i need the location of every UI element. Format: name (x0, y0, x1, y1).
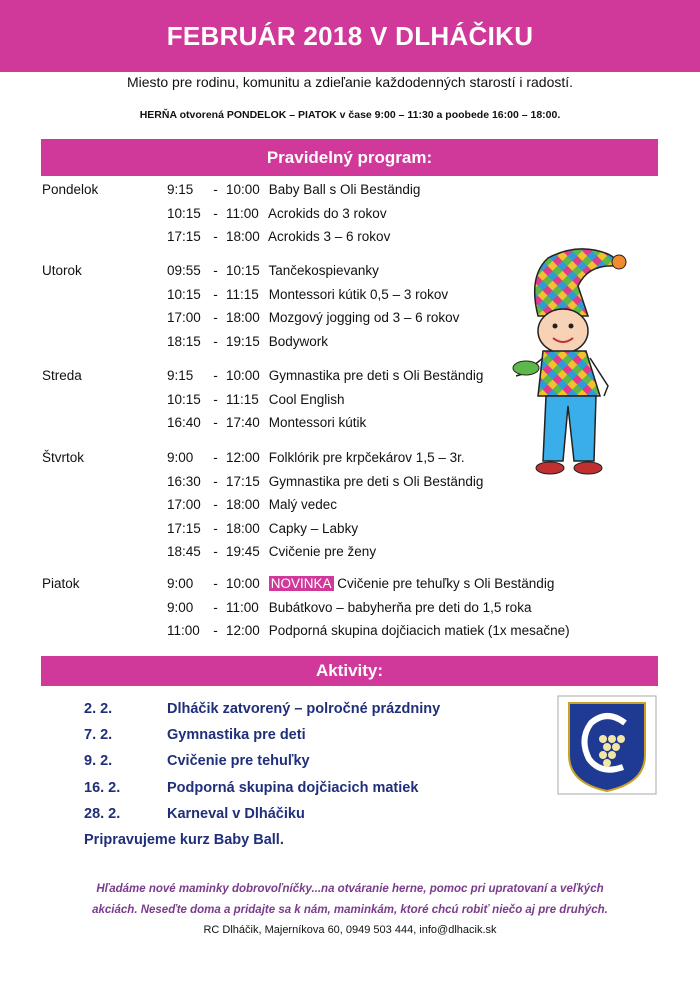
activity-date: 7. 2. (84, 727, 113, 744)
activity-name: Tančekospievanky (268, 263, 379, 278)
activity-name: Folklórik pre krpčekárov 1,5 – 3r. (268, 450, 465, 465)
activity-date: 2. 2. (84, 701, 113, 717)
start-time: 9:15 (167, 368, 194, 383)
start-time: 17:15 (167, 229, 201, 245)
day-label: Štvrtok (42, 450, 85, 465)
volunteer-line-2: akciách. Neseďte doma a pridajte sa k nám, maminkám, ktoré chcú robiť niečo aj pre druhých. (92, 904, 608, 916)
activity-date: 28. 2. (84, 805, 121, 822)
schedule-row: 9:00 - 10:00 NOVINKA Cvičenie pre tehuľky s Oli Beständig (167, 576, 555, 591)
end-time: 10:00 (226, 182, 260, 197)
end-time: 12:00 (226, 623, 260, 639)
end-time: 18:00 (226, 497, 260, 513)
schedule-row: 17:15 - 18:00 Acrokids 3 – 6 rokov (167, 229, 391, 245)
day-label: Streda (42, 368, 82, 383)
volunteer-line-1: Hľadáme nové maminky dobrovoľníčky...na otváranie herne, pomoc pri upratovaní a veľkých (96, 883, 604, 895)
end-time: 18:00 (226, 520, 260, 536)
schedule-row: 10:15 - 11:15 Cool English (167, 391, 345, 407)
schedule-row: 17:00 - 18:00 Mozgový jogging od 3 – 6 rokov (167, 310, 460, 326)
activity-title: Cvičenie pre tehuľky (167, 753, 310, 770)
jester-illustration (508, 246, 634, 484)
activity-title: Podporná skupina dojčiacich matiek (167, 779, 419, 796)
end-time: 11:00 (226, 599, 259, 615)
schedule-row: 16:40 - 17:40 Montessori kútik (167, 415, 367, 431)
start-time: 18:45 (167, 544, 201, 560)
start-time: 10:15 (167, 286, 201, 302)
activity-title: Gymnastika pre deti (167, 727, 306, 744)
end-time: 18:00 (226, 229, 260, 245)
schedule-row: 17:15 - 18:00 Capky – Labky (167, 520, 359, 536)
activity-name: Montessori kútik 0,5 – 3 rokov (268, 286, 449, 302)
end-time: 18:00 (226, 310, 260, 326)
end-time: 17:15 (226, 473, 260, 489)
activity-name: Mozgový jogging od 3 – 6 rokov (268, 310, 460, 326)
start-time: 17:00 (167, 497, 201, 513)
end-time: 10:00 (226, 368, 260, 383)
activities-header: Aktivity: (41, 656, 658, 686)
activity-title: Karneval v Dlháčiku (167, 805, 305, 822)
activity-date: 16. 2. (84, 779, 121, 796)
activity-name: Cvičenie pre ženy (268, 544, 377, 560)
page-title: FEBRUÁR 2018 V DLHÁČIKU (0, 0, 700, 72)
end-time: 11:15 (226, 391, 259, 407)
activity-title: Dlháčik zatvorený – polročné prázdniny (167, 701, 441, 717)
end-time: 10:15 (226, 263, 260, 278)
end-time: 19:15 (226, 333, 260, 349)
activity-name: Baby Ball s Oli Beständig (268, 182, 421, 197)
end-time: 11:15 (226, 286, 259, 302)
start-time: 9:15 (167, 182, 194, 197)
activity-date: 9. 2. (84, 753, 113, 770)
start-time: 18:15 (167, 333, 201, 349)
start-time: 10:15 (167, 205, 201, 221)
schedule-row: 9:15 - 10:00 Gymnastika pre deti s Oli Beständig (167, 368, 484, 383)
end-time: 19:45 (226, 544, 260, 560)
end-time: 17:40 (226, 415, 260, 431)
end-time: 11:00 (226, 205, 259, 221)
end-time: 10:00 (226, 576, 260, 591)
schedule-row: 10:15 - 11:15 Montessori kútik 0,5 – 3 rokov (167, 286, 449, 302)
day-label: Pondelok (42, 182, 99, 197)
footer-contact: RC Dlháčik, Majerníkova 60, 0949 503 444, info@dlhacik.sk (203, 924, 497, 936)
start-time: 9:00 (167, 450, 194, 465)
schedule-row: 16:30 - 17:15 Gymnastika pre deti s Oli Beständig (167, 473, 484, 489)
start-time: 16:30 (167, 473, 201, 489)
day-label: Piatok (42, 576, 80, 591)
start-time: 10:15 (167, 391, 201, 407)
subtitle: Miesto pre rodinu, komunitu a zdieľanie každodenných starostí i radostí. (126, 74, 574, 90)
new-badge: NOVINKA (270, 576, 332, 591)
schedule-row: 18:15 - 19:15 Bodywork (167, 333, 329, 349)
start-time: 17:15 (167, 520, 201, 536)
schedule-row: 09:55 - 10:15 Tančekospievanky (167, 263, 379, 278)
schedule-row: 9:00 - 12:00 Folklórik pre krpčekárov 1,5 – 3r. (167, 450, 465, 465)
activity-name: Montessori kútik (268, 415, 367, 431)
activity-name: Podporná skupina dojčiacich matiek (1x mesačne) (268, 623, 570, 639)
start-time: 9:00 (167, 599, 194, 615)
activity-name: Bodywork (268, 333, 329, 349)
activity-name: Capky – Labky (268, 520, 359, 536)
activity-name: Gymnastika pre deti s Oli Beständig (268, 473, 484, 489)
town-crest (557, 695, 657, 795)
activity-name: Cool English (268, 391, 345, 407)
activities-note: Pripravujeme kurz Baby Ball. (84, 832, 284, 848)
activity-name: Cvičenie pre tehuľky s Oli Beständig (333, 576, 555, 591)
start-time: 9:00 (167, 576, 194, 591)
schedule-row: 9:00 - 11:00 Bubátkovo – babyherňa pre deti do 1,5 roka (167, 599, 532, 615)
activity-name: Acrokids do 3 rokov (268, 205, 387, 221)
program-header: Pravidelný program: (41, 139, 658, 176)
end-time: 12:00 (226, 450, 260, 465)
activity-name: Malý vedec (268, 497, 338, 513)
activity-name: Acrokids 3 – 6 rokov (268, 229, 391, 245)
day-label: Utorok (42, 263, 82, 278)
schedule-row: 11:00 - 12:00 Podporná skupina dojčiacich matiek (1x mesačne) (167, 623, 570, 639)
schedule-row: 9:15 - 10:00 Baby Ball s Oli Beständig (167, 182, 421, 197)
activity-name: Bubátkovo – babyherňa pre deti do 1,5 roka (268, 599, 532, 615)
schedule-row: 18:45 - 19:45 Cvičenie pre ženy (167, 544, 377, 560)
schedule-row: 10:15 - 11:00 Acrokids do 3 rokov (167, 205, 387, 221)
playroom-hours: HERŇA otvorená PONDELOK – PIATOK v čase 9:00 – 11:30 a poobede 16:00 – 18:00. (139, 109, 561, 121)
schedule-row: 17:00 - 18:00 Malý vedec (167, 497, 338, 513)
activity-name: Gymnastika pre deti s Oli Beständig (268, 368, 484, 383)
start-time: 17:00 (167, 310, 201, 326)
start-time: 16:40 (167, 415, 201, 431)
start-time: 09:55 (167, 263, 201, 278)
start-time: 11:00 (167, 623, 200, 639)
